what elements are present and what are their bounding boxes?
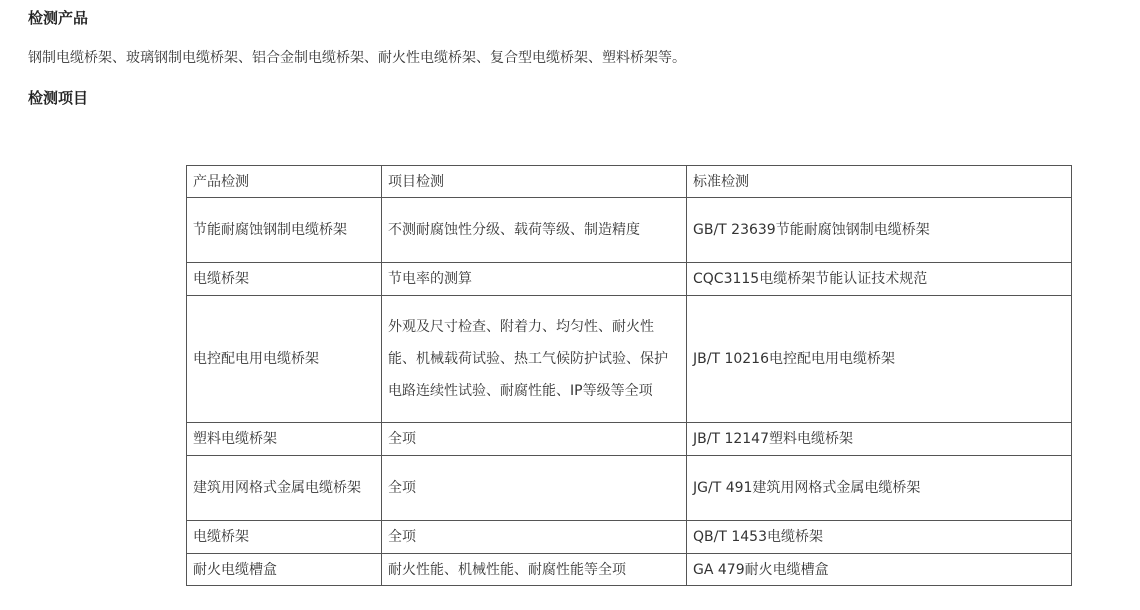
- cell-standard: JB/T 10216电控配电用电缆桥架: [687, 296, 1072, 423]
- header-cell-standard: 标准检测: [687, 166, 1072, 198]
- cell-product: 耐火电缆槽盒: [187, 554, 382, 586]
- table-row: [187, 423, 1072, 456]
- cell-item: 全项: [382, 456, 687, 521]
- header-cell-item: 项目检测: [382, 166, 687, 198]
- header-cell-product: 产品检测: [187, 166, 382, 198]
- items-heading: 检测项目: [28, 89, 89, 107]
- cell-product: 电缆桥架: [187, 521, 382, 554]
- cell-standard: GB/T 23639节能耐腐蚀钢制电缆桥架: [687, 198, 1072, 263]
- table-row: [187, 554, 1072, 586]
- cell-item: 全项: [382, 423, 687, 456]
- products-heading: 检测产品: [28, 9, 89, 27]
- cell-product: 节能耐腐蚀钢制电缆桥架: [187, 198, 382, 263]
- cell-item: 节电率的测算: [382, 263, 687, 296]
- cell-standard: GA 479耐火电缆槽盒: [687, 554, 1072, 586]
- cell-item: 外观及尺寸检查、附着力、均匀性、耐火性能、机械载荷试验、热工气候防护试验、保护电路连续性试验、耐腐性能、IP等级等全项: [382, 296, 687, 423]
- table-row: [187, 263, 1072, 296]
- cell-standard: JG/T 491建筑用网格式金属电缆桥架: [687, 456, 1072, 521]
- cell-standard: QB/T 1453电缆桥架: [687, 521, 1072, 554]
- test-items-table: [186, 165, 1072, 586]
- cell-product: 建筑用网格式金属电缆桥架: [187, 456, 382, 521]
- table-row: [187, 198, 1072, 263]
- cell-standard: CQC3115电缆桥架节能认证技术规范: [687, 263, 1072, 296]
- table-header-row: [187, 166, 1072, 198]
- cell-product: 塑料电缆桥架: [187, 423, 382, 456]
- cell-item: 不测耐腐蚀性分级、载荷等级、制造精度: [382, 198, 687, 263]
- cell-standard: JB/T 12147塑料电缆桥架: [687, 423, 1072, 456]
- cell-item: 全项: [382, 521, 687, 554]
- table-row: [187, 521, 1072, 554]
- products-paragraph: 钢制电缆桥架、玻璃钢制电缆桥架、铝合金制电缆桥架、耐火性电缆桥架、复合型电缆桥架、塑料桥架等。: [28, 50, 686, 66]
- table-row: [187, 456, 1072, 521]
- table-row: [187, 296, 1072, 423]
- cell-product: 电缆桥架: [187, 263, 382, 296]
- cell-item: 耐火性能、机械性能、耐腐性能等全项: [382, 554, 687, 586]
- cell-product: 电控配电用电缆桥架: [187, 296, 382, 423]
